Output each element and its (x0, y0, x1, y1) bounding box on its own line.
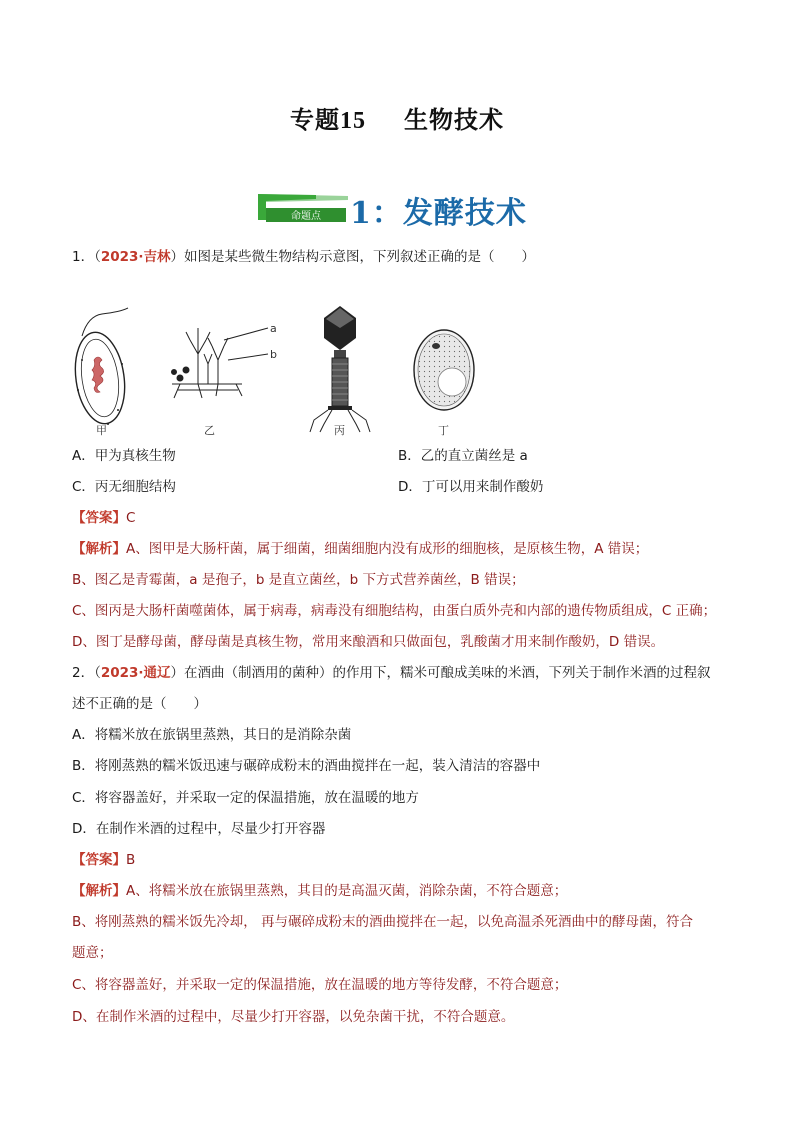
q2-option-d: D．在制作米酒的过程中，尽量少打开容器 (72, 821, 326, 837)
option-d: D．丁可以用来制作酸奶 (398, 479, 544, 495)
analysis-1-line-4: D、图丁是酵母菌，酵母菌是真核生物，常用来酿酒和只做面包，乳酸菌才用来制作酸奶，D 错误。 (72, 634, 665, 650)
question-source: 2023·吉林 (100, 249, 171, 265)
analysis-1-line-1 (72, 540, 648, 558)
answer-value: B (126, 852, 136, 868)
analysis-2-line-5: D、在制作米酒的过程中，尽量少打开容器，以免杂菌干扰，不符合题意。 (72, 1009, 515, 1025)
option-c: C．丙无细胞结构 (72, 479, 176, 495)
page-title (0, 100, 794, 135)
microorganism-figure (68, 300, 488, 440)
analysis-1-line-2: B、图乙是青霉菌，a 是孢子，b 是直立菌丝，b 下方式营养菌丝，B 错误； (72, 572, 525, 588)
label-bing: 丙 (334, 424, 345, 437)
label-yi: 乙 (204, 424, 215, 437)
section-title: 1：发酵技术 (350, 196, 527, 231)
title-subject: 生物技术 (404, 106, 504, 134)
title-prefix: 专题 (290, 106, 340, 134)
answer-label: 【答案】 (72, 510, 126, 526)
question-2-stem-cont: 述不正确的是（ ） (72, 696, 207, 712)
analysis-label: 【解析】 (72, 883, 126, 899)
analysis-2-line-4: C、将容器盖好，并采取一定的保温措施，放在温暖的地方等待发酵，不符合题意； (72, 977, 568, 993)
analysis-text: A、图甲是大肠杆菌，属于细菌，细菌细胞内没有成形的细胞核，是原核生物，A 错误； (126, 541, 649, 557)
question-text: ）在酒曲（制酒用的菌种）的作用下，糯米可酿成美味的米酒，下列关于制作米酒的过程叙 (170, 665, 711, 681)
question-text: ）如图是某些微生物结构示意图，下列叙述正确的是（ ） (170, 249, 536, 265)
question-2-stem (72, 664, 711, 682)
label-ding: 丁 (438, 424, 449, 437)
yeast-diagram (414, 330, 474, 437)
question-source: 2023·通辽 (100, 665, 171, 681)
analysis-2-line-2: B、将刚蒸熟的糯米饭先冷却， 再与碾碎成粉末的酒曲搅拌在一起，以免高温杀死酒曲中的酵母菌，符合 (72, 914, 694, 930)
analysis-text: A、将糯米放在旅锅里蒸熟，其目的是高温灭菌，消除杂菌，不符合题意； (126, 883, 568, 899)
label-a: a (270, 322, 277, 335)
label-jia: 甲 (96, 424, 107, 437)
phage-diagram (310, 306, 370, 437)
question-number: 2．（ (72, 665, 101, 681)
option-b: B．乙的直立菌丝是 a (398, 448, 528, 464)
q2-option-b: B．将刚蒸熟的糯米饭迅速与碾碎成粉末的酒曲搅拌在一起，装入清洁的容器中 (72, 758, 541, 774)
answer-1 (72, 509, 135, 527)
analysis-2-line-3: 题意； (72, 945, 113, 961)
title-number: 15 (340, 108, 366, 134)
option-a: A．甲为真核生物 (72, 448, 176, 464)
section-tag-label: 命题点 (291, 211, 321, 222)
answer-2 (72, 851, 135, 869)
q2-option-a: A．将糯米放在旅锅里蒸熟，其日的是消除杂菌 (72, 727, 352, 743)
section-tag-icon (256, 190, 352, 226)
bacterium-diagram (70, 308, 130, 437)
q2-option-c: C．将容器盖好，并采取一定的保温措施，放在温暖的地方 (72, 790, 419, 806)
answer-value: C (126, 510, 136, 526)
analysis-1-line-3: C、图丙是大肠杆菌噬菌体，属于病毒，病毒没有细胞结构，由蛋白质外壳和内部的遗传物质组成，C 正确； (72, 603, 717, 619)
question-1-stem (72, 248, 535, 266)
label-b: b (270, 348, 277, 361)
analysis-label: 【解析】 (72, 541, 126, 557)
answer-label: 【答案】 (72, 852, 126, 868)
analysis-2-line-1 (72, 882, 567, 900)
penicillium-diagram (172, 322, 278, 437)
question-number: 1．（ (72, 249, 101, 265)
